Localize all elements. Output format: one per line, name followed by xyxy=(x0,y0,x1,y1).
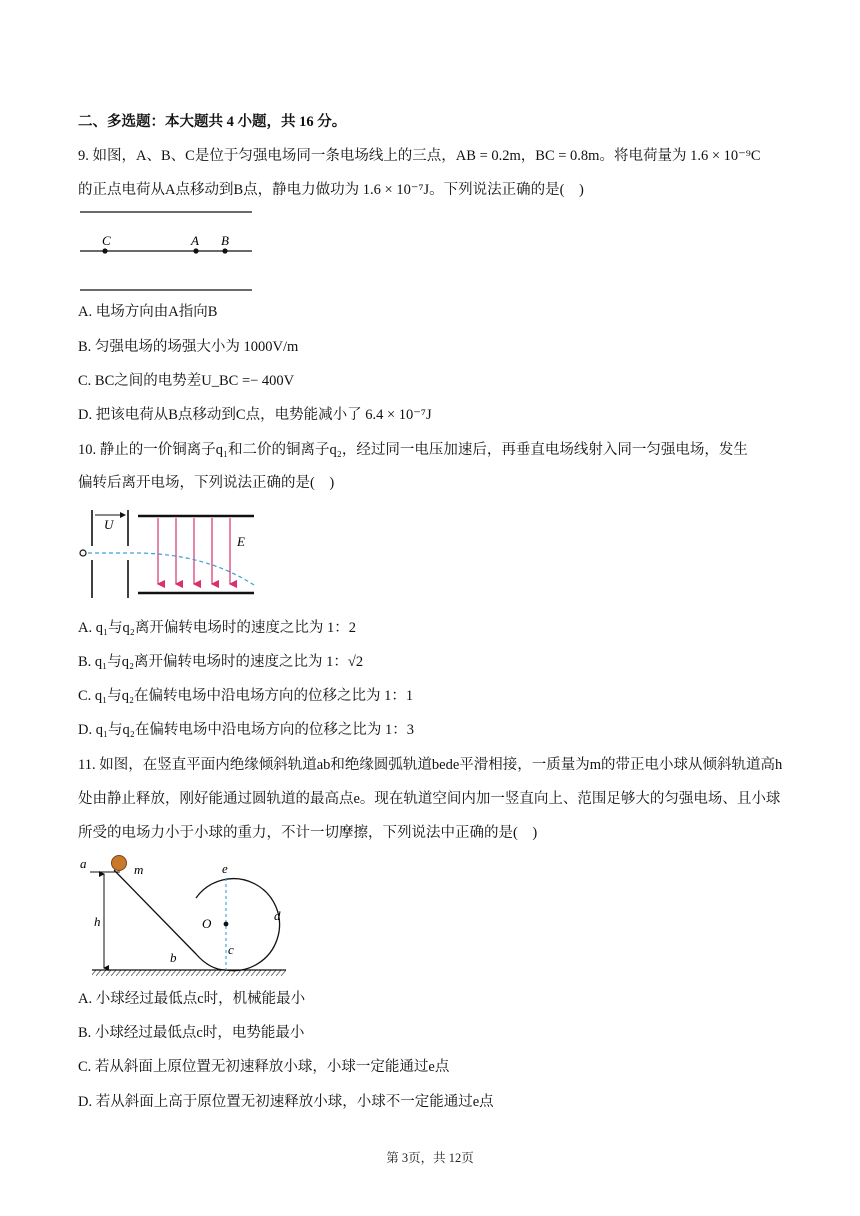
label-b: B xyxy=(221,233,229,248)
q9-option-c: C. BC之间的电势差U_BC =− 400V xyxy=(78,373,295,389)
q11-option-a: A. 小球经过最低点c时，机械能最小 xyxy=(78,991,306,1007)
q10-option-d: D. q₁与q₂在偏转电场中沿电场方向的位移之比为 1：3 xyxy=(78,722,414,738)
q10-option-c: C. q₁与q₂在偏转电场中沿电场方向的位移之比为 1：1 xyxy=(78,688,414,704)
q11-option-b: B. 小球经过最低点c时，电势能最小 xyxy=(78,1025,305,1041)
center-o xyxy=(224,922,229,927)
label-h: h xyxy=(94,914,101,929)
q9-option-d: D. 把该电荷从B点移动到C点，电势能减小了 6.4 × 10⁻⁷J xyxy=(78,407,432,423)
label-e: e xyxy=(222,861,228,876)
label-c: c xyxy=(228,942,234,957)
q11-option-d: D. 若从斜面上高于原位置无初速释放小球，小球不一定能通过e点 xyxy=(78,1094,494,1110)
label-a: a xyxy=(80,856,87,871)
ion-source xyxy=(80,550,86,556)
label-o: O xyxy=(202,916,212,931)
ball xyxy=(112,856,127,871)
ground-hatch xyxy=(92,970,286,976)
label-c: C xyxy=(102,233,111,248)
q9-stem-line2: 的正点电荷从A点移动到B点，静电力做功为 1.6 × 10⁻⁷J。下列说法正确的是( ) xyxy=(78,182,584,198)
q11-option-c: C. 若从斜面上原位置无初速释放小球，小球一定能通过e点 xyxy=(78,1059,450,1075)
q10-stem-line1: 10. 静止的一价铜离子q₁和二价的铜离子q₂，经过同一电压加速后，再垂直电场线射入同一匀强电场，发生 xyxy=(78,442,748,458)
label-b: b xyxy=(170,950,177,965)
q10-option-b: B. q₁与q₂离开偏转电场时的速度之比为 1：√2 xyxy=(78,654,364,670)
point-c xyxy=(102,248,107,253)
q9-option-a: A. 电场方向由A指向B xyxy=(78,304,218,320)
label-a: A xyxy=(191,233,199,248)
label-m: m xyxy=(134,862,144,877)
label-u: U xyxy=(104,517,114,532)
section-title: 二、多选题：本大题共 4 小题，共 16 分。 xyxy=(78,114,347,130)
q11-stem: 11. 如图，在竖直平面内绝缘倾斜轨道ab和绝缘圆弧轨道bede平滑相接，一质量为m的带正电小球从倾斜轨道高h处由静止释放，刚好能通过圆轨道的最高点e。现在轨道空间内加一竖直向上、范围足够大的匀强电场、且小球所受的电场力小于小球的重力，不计一切摩擦，下列说法中正确的是( ) xyxy=(78,757,783,841)
q9-option-b: B. 匀强电场的场强大小为 1000V/m xyxy=(78,339,299,355)
q9-stem-line1: 9. 如图，A、B、C是位于匀强电场同一条电场线上的三点，AB = 0.2m，BC = 0.8m。将电荷量为 1.6 × 10⁻⁹C xyxy=(78,148,761,164)
q10-figure xyxy=(76,504,266,600)
q10-stem-line2: 偏转后离开电场，下列说法正确的是( ) xyxy=(78,475,335,491)
label-e: E xyxy=(237,534,245,549)
q11-figure xyxy=(76,850,296,980)
point-a xyxy=(193,248,198,253)
point-b xyxy=(222,248,227,253)
label-d: d xyxy=(274,908,281,923)
q9-figure xyxy=(78,204,258,296)
ion-trajectory xyxy=(88,553,254,585)
q10-option-a: A. q₁与q₂离开偏转电场时的速度之比为 1：2 xyxy=(78,620,356,636)
page-footer: 第 3页，共 12页 xyxy=(386,1151,474,1165)
